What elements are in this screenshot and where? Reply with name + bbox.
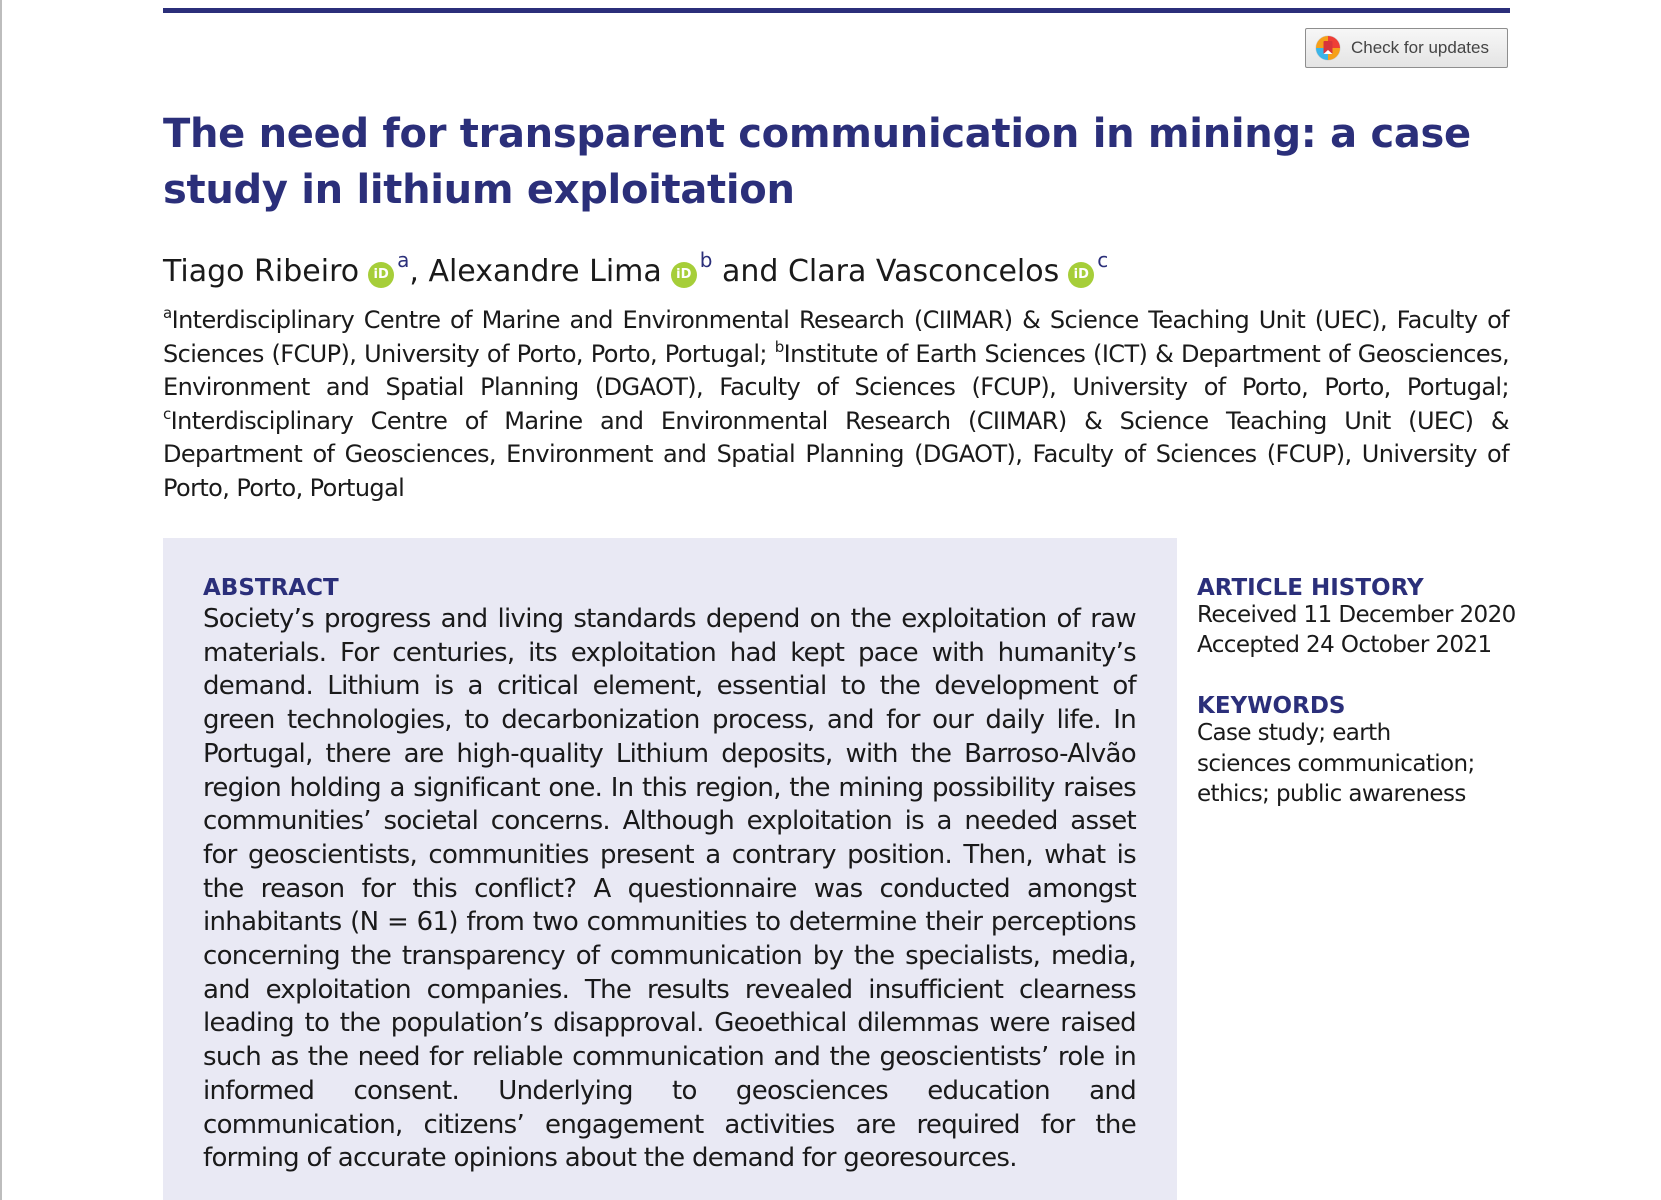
affiliations — [163, 304, 1509, 506]
article-history-heading: ARTICLE HISTORY — [1197, 575, 1424, 601]
orcid-icon[interactable]: iD — [1068, 262, 1094, 288]
affiliation-text: Interdisciplinary Centre of Marine and Environmental Research (CIIMAR) & Science Teaching Unit (UEC), Faculty of Sciences (FCUP), University of Porto, Porto, Portugal; — [163, 306, 1509, 368]
received-date: Received 11 December 2020 — [1197, 602, 1516, 628]
author-name[interactable]: Tiago Ribeiro — [163, 254, 360, 289]
affiliation-text: Interdisciplinary Centre of Marine and Environmental Research (CIIMAR) & Science Teaching Unit (UEC) & Department of Geosciences, Environment and Spatial Planning (DGAOT), Faculty of Sciences (FCUP), University of Porto, Porto, Portugal — [163, 406, 1509, 502]
affiliation-marker: c — [163, 404, 171, 423]
abstract-heading: ABSTRACT — [203, 575, 339, 601]
crossmark-icon — [1315, 35, 1341, 61]
page-left-edge — [0, 0, 2, 1200]
keywords-list: Case study; earth sciences communication; ethics; public awareness — [1197, 720, 1475, 807]
author-separator: , — [409, 254, 429, 289]
author-list — [163, 238, 1513, 294]
article-title: The need for transparent communication in mining: a case study in lithium exploitation — [163, 111, 1471, 213]
author-separator: and — [712, 254, 788, 289]
orcid-icon[interactable]: iD — [671, 262, 697, 288]
author-affiliation-marker: c — [1097, 248, 1109, 272]
abstract-text: Society’s progress and living standards depend on the exploitation of raw materials. For centuries, its exploitation had kept pace with humanity’s demand. Lithium is a critical element, essential to the development of green technologies, to decarbonization process, and for our daily life. In Portugal, there are high-quality Lithium deposits, with the Barroso-Alvão region holding a significant one. In this region, the mining possibility raises communities’ societal concerns. Although exploitation is a needed asset for geoscientists, communities present a contrary position. Then, what is the reason for this conflict? A questionnaire was conducted amongst inhabitants (N = 61) from two communities to determine their perceptions concerning the transparency of communication by the specialists, media, and exploitation companies. The results revealed insufficient clearness leading to the population’s disapproval. Geoethical dilemmas were raised such as the need for reliable communication and the geoscientists’ role in informed consent. Underlying to geosciences education and communication, citizens’ engagement activities are required for the forming of accurate opinions about the demand for georesources. — [203, 604, 1136, 1174]
journal-top-rule — [163, 8, 1510, 13]
keywords-heading: KEYWORDS — [1197, 693, 1346, 719]
affiliation-text: Institute of Earth Sciences (ICT) & Department of Geosciences, Environment and Spatial Planning (DGAOT), Faculty of Sciences (FCUP), University of Porto, Porto, Portugal; — [163, 339, 1509, 402]
check-for-updates-button[interactable] — [1305, 28, 1508, 68]
check-for-updates-label: Check for updates — [1351, 38, 1489, 57]
accepted-date: Accepted 24 October 2021 — [1197, 632, 1492, 658]
affiliation-marker: b — [774, 337, 784, 356]
author-affiliation-marker: a — [397, 248, 410, 272]
orcid-icon[interactable]: iD — [368, 262, 394, 288]
author-name[interactable]: Alexandre Lima — [428, 254, 662, 289]
author-affiliation-marker: b — [699, 248, 713, 272]
affiliation-marker: a — [163, 304, 172, 322]
author-name[interactable]: Clara Vasconcelos — [787, 254, 1060, 289]
